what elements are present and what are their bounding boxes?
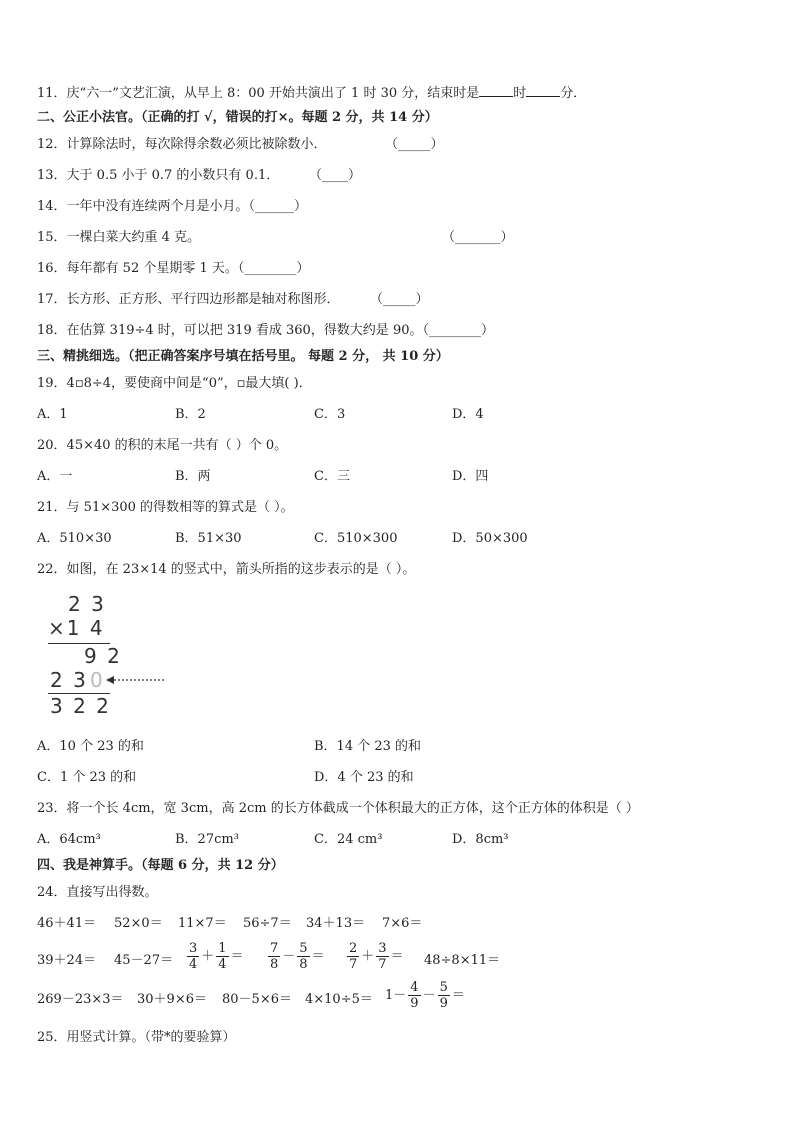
question-11 [37, 84, 586, 102]
calc-item: 56÷7＝ [243, 916, 292, 931]
question-22: 22．如图，在 23×14 的竖式中，箭头所指的这步表示的是（ ）。 [37, 562, 416, 577]
q23-option-d[interactable]: D．8cm³ [452, 832, 509, 847]
q21-option-a[interactable]: A．510×30 [37, 531, 112, 546]
question-18: 18．在估算 319÷4 时，可以把 319 看成 360，得数大约是 90。（________） [37, 323, 494, 338]
q15-answer-bracket[interactable]: （_______） [442, 230, 514, 245]
question-16: 16．每年都有 52 个星期零 1 天。（________） [37, 261, 310, 276]
question-20: 20．45×40 的积的末尾一共有（ ）个 0。 [37, 438, 288, 453]
q23-option-c[interactable]: C．24 cm³ [314, 832, 383, 847]
calc-item: 269－23×3＝ [37, 992, 124, 1007]
fraction: $\frac{1}{4}$ [218, 941, 227, 972]
fraction: $\frac{2}{7}$ [349, 941, 358, 972]
q21-option-c[interactable]: C．510×300 [314, 531, 398, 546]
multiplier: ×1 4 [48, 616, 105, 640]
question-12 [37, 137, 327, 153]
question-25: 25．用竖式计算。（带*的要验算） [37, 1030, 236, 1045]
fraction: $\frac{3}{4}$ [189, 941, 198, 972]
q13-answer-bracket[interactable]: （____） [309, 168, 362, 183]
q17-text: 17．长方形、正方形、平行四边形都是轴对称图形． [37, 292, 340, 307]
q20-option-c[interactable]: C．三 [314, 469, 350, 484]
q19-option-d[interactable]: D．4 [452, 407, 484, 422]
product-result: 3 2 2 [50, 694, 111, 718]
calc-item: 34＋13＝ [306, 916, 366, 931]
q11-text: 11．庆“六一”文艺汇演，从早上 8：00 开始共演出了 1 时 30 分，结束时是 [37, 86, 480, 101]
partial-product-2-hidden-zero: 0 [90, 668, 105, 692]
q15-text: 15．一棵白菜大约重 4 克。 [37, 230, 201, 245]
question-19: 19．4▫8÷4，要使商中间是“0”，▫最大填( )． [37, 376, 312, 391]
q22-option-c[interactable]: C．1 个 23 的和 [37, 770, 137, 785]
question-13 [37, 168, 279, 184]
calc-fraction-expression: 1－ $\frac{4}{9}$ － $\frac{5}{9}$ ＝ [385, 980, 465, 1011]
q17-answer-bracket[interactable]: （_____） [370, 292, 429, 307]
q19-option-a[interactable]: A．1 [37, 407, 68, 422]
question-24: 24．直接写出得数。 [37, 885, 158, 900]
q23-option-a[interactable]: A．64cm³ [37, 832, 101, 847]
q13-text: 13．大于 0.5 小于 0.7 的小数只有 0.1． [37, 168, 280, 183]
question-17 [37, 292, 340, 308]
question-21: 21．与 51×300 的得数相等的算式是（ ）。 [37, 500, 294, 515]
section-4-heading: 四、我是神算手。（每题 6 分，共 12 分） [37, 858, 284, 873]
q21-option-b[interactable]: B．51×30 [175, 531, 242, 546]
calc-item: 7×6＝ [382, 916, 423, 931]
question-15 [37, 230, 200, 246]
section-2-heading: 二、公正小法官。（正确的打 √，错误的打×。每题 2 分，共 14 分） [37, 110, 438, 125]
q12-answer-bracket[interactable]: （_____） [385, 137, 444, 152]
q11-end: 分． [560, 86, 587, 101]
calc-item: 4×10÷5＝ [305, 992, 373, 1007]
q23-option-b[interactable]: B．27cm³ [175, 832, 239, 847]
section-3-heading: 三、精挑细选。（把正确答案序号填在括号里。 每题 2 分， 共 10 分） [37, 349, 449, 364]
calc-fraction-expression: $\frac{7}{8}$ － $\frac{5}{8}$ ＝ [270, 941, 325, 972]
q21-option-d[interactable]: D．50×300 [452, 531, 528, 546]
q22-option-d[interactable]: D．4 个 23 的和 [314, 770, 414, 785]
partial-product-2: 2 3 [50, 668, 88, 692]
multiplicand: 2 3 [68, 592, 106, 616]
fraction: $\frac{5}{8}$ [299, 941, 308, 972]
calc-item: 39＋24＝ [37, 953, 97, 968]
partial-product-1: 9 2 [84, 644, 122, 668]
calc-fraction-expression: $\frac{2}{7}$ ＋ $\frac{3}{7}$ ＝ [349, 941, 404, 972]
q11-hour-blank[interactable] [479, 84, 513, 97]
fraction: $\frac{4}{9}$ [410, 980, 419, 1011]
vertical-multiplication-figure [44, 592, 174, 720]
calc-fraction-expression: $\frac{3}{4}$ ＋ $\frac{1}{4}$ ＝ [189, 941, 244, 972]
q20-option-a[interactable]: A．一 [37, 469, 73, 484]
q11-mid: 时 [513, 86, 527, 101]
q11-minute-blank[interactable] [526, 84, 560, 97]
fraction: $\frac{5}{9}$ [439, 980, 448, 1011]
arrow-icon [106, 674, 166, 686]
q22-option-a[interactable]: A．10 个 23 的和 [37, 739, 144, 754]
question-14: 14．一年中没有连续两个月是小月。（______） [37, 199, 308, 214]
calc-item: 11×7＝ [178, 916, 227, 931]
fraction: $\frac{7}{8}$ [270, 941, 279, 972]
q19-option-b[interactable]: B．2 [175, 407, 206, 422]
calc-item: 46＋41＝ [37, 916, 97, 931]
calc-item: 52×0＝ [114, 916, 163, 931]
fraction: $\frac{3}{7}$ [378, 941, 387, 972]
calc-item: 30＋9×6＝ [137, 992, 207, 1007]
q19-option-c[interactable]: C．3 [314, 407, 346, 422]
calc-item: 80－5×6＝ [222, 992, 292, 1007]
q22-option-b[interactable]: B．14 个 23 的和 [314, 739, 422, 754]
question-23: 23．将一个长 4cm，宽 3cm，高 2cm 的长方体截成一个体积最大的正方体，这个正方体的体积是（ ） [37, 801, 639, 816]
calc-item: 45－27＝ [114, 953, 174, 968]
q12-text: 12．计算除法时，每次除得余数必须比被除数小． [37, 137, 327, 152]
q20-option-d[interactable]: D．四 [452, 469, 489, 484]
q20-option-b[interactable]: B．两 [175, 469, 211, 484]
calc-item: 48÷8×11＝ [424, 953, 501, 968]
